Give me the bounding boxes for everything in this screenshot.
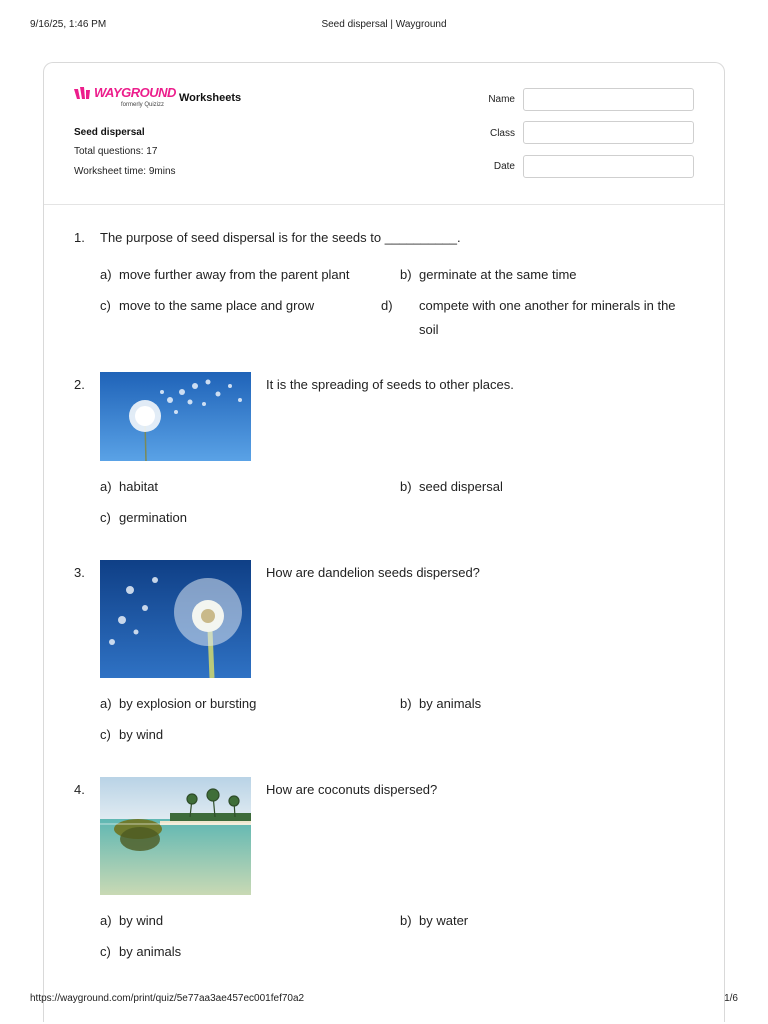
coconut-sea-image — [100, 777, 251, 895]
logo-wordmark: WAYGROUND — [94, 85, 176, 100]
print-page-number: 1/6 — [724, 993, 738, 1004]
logo-subtitle: formerly Quizizz — [121, 102, 165, 108]
name-field[interactable] — [523, 88, 694, 111]
option-a: a) by explosion or bursting — [100, 696, 257, 711]
wayground-logo-icon — [74, 87, 96, 101]
print-datetime: 9/16/25, 1:46 PM — [30, 19, 107, 30]
option-c: c) germination — [100, 510, 187, 525]
question-text: How are dandelion seeds dispersed? — [266, 565, 480, 580]
option-c: c) by animals — [100, 944, 182, 959]
print-url: https://wayground.com/print/quiz/5e77aa3ae457ec001fef70a2 — [30, 993, 305, 1004]
name-label: Name — [488, 94, 515, 105]
option-c: c) by wind — [100, 727, 164, 742]
option-d: d) compete with one another for minerals in the soil — [381, 298, 676, 337]
option-c: c) move to the same place and grow — [100, 298, 315, 313]
date-label: Date — [493, 161, 515, 172]
option-a: a) by wind — [100, 913, 164, 928]
question-text: How are coconuts dispersed? — [266, 782, 438, 797]
question-number: 1. — [74, 230, 85, 245]
option-a: a) move further away from the parent plant — [100, 267, 350, 282]
question-text: It is the spreading of seeds to other places. — [266, 377, 514, 392]
print-doc-title: Seed dispersal | Wayground — [321, 19, 447, 30]
question-number: 3. — [74, 565, 85, 580]
total-questions: Total questions: 17 — [74, 146, 158, 157]
option-b: b) by animals — [400, 696, 482, 711]
worksheet-title: Seed dispersal — [74, 127, 145, 138]
question-number: 2. — [74, 377, 85, 392]
date-field[interactable] — [523, 155, 694, 178]
question-number: 4. — [74, 782, 85, 797]
question-text: The purpose of seed dispersal is for the seeds to __________. — [100, 230, 461, 245]
option-b: b) seed dispersal — [400, 479, 503, 494]
class-field[interactable] — [523, 121, 694, 144]
option-b: b) germinate at the same time — [400, 267, 577, 282]
worksheet-time: Worksheet time: 9mins — [74, 166, 176, 177]
class-label: Class — [489, 128, 515, 139]
option-b: b) by water — [400, 913, 469, 928]
dandelion-seeds-image — [100, 372, 251, 461]
option-a: a) habitat — [100, 479, 159, 494]
wayground-logo — [74, 85, 176, 113]
dandelion-closeup-image — [100, 560, 251, 678]
worksheet-header — [44, 63, 724, 205]
section-label: Worksheets — [179, 92, 242, 104]
